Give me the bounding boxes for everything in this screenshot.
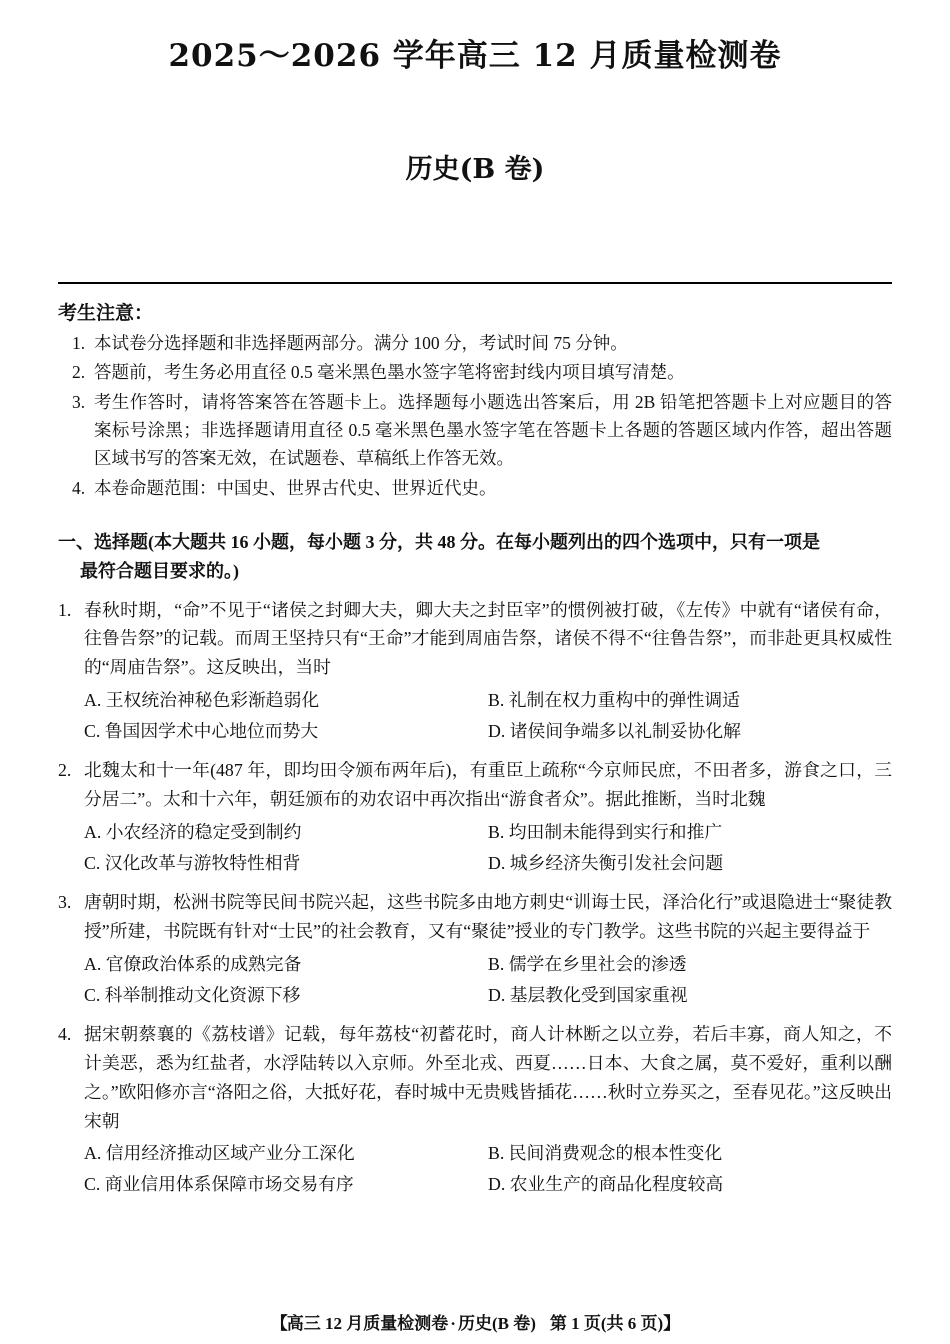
option-text: 官僚政治体系的成熟完备 (105, 953, 302, 974)
option-label: D. (488, 984, 506, 1005)
option-text: 科举制推动文化资源下移 (104, 984, 301, 1005)
question-number: 3. (58, 892, 72, 913)
option-b[interactable] (488, 1138, 892, 1169)
option-text: 小农经济的稳定受到制约 (105, 822, 302, 843)
question-number: 2. (58, 760, 72, 781)
footer-page-number: 第 1 页(共 6 页) (549, 1314, 664, 1333)
option-label: D. (488, 852, 506, 873)
option-c[interactable] (84, 1169, 488, 1200)
notice-item (58, 358, 892, 386)
option-text: 城乡经济失衡引发社会问题 (509, 852, 724, 873)
footer-exam-name: 高三 12 月质量检测卷 (286, 1314, 449, 1333)
notice-item-number: 4. (72, 477, 86, 498)
question-number: 4. (58, 1024, 72, 1045)
subject-title: 历史(B 卷) (405, 154, 545, 185)
option-label: A. (84, 690, 102, 711)
option-label: C. (84, 720, 101, 741)
notice-item-number: 1. (72, 333, 86, 353)
section-heading (58, 528, 892, 586)
option-d[interactable] (488, 980, 892, 1011)
divider (58, 282, 892, 284)
question-stem (58, 888, 892, 946)
notice-item-text: 考生作答时，请将答案答在答题卡上。选择题每小题选出答案后，用 2B 铅笔把答题卡上对应题目的答案标号涂黑；非选择题请用直径 0.5 毫米黑色墨水签字笔在答题卡上各题的答题区域内作答，超出答题区域书写的答案无效，在试题卷、草稿纸上作答无效。 (94, 391, 892, 469)
question-stem (58, 596, 892, 682)
option-a[interactable] (84, 949, 488, 980)
option-label: A. (84, 953, 102, 974)
option-row (84, 1138, 892, 1169)
question-stem-text: 据宋朝蔡襄的《荔枝谱》记载，每年荔枝“初蓄花时，商人计林断之以立券，若后丰寡，商人知之，不计美恶，悉为红盐者，水浮陆转以入京师。外至北戎、西夏……日本、大食之属，莫不爱好，重利以酬之。”欧阳修亦言“洛阳之俗，大抵好花，春时城中无贵贱皆插花……秋时立券买之，至春见花。”这反映出宋朝 (84, 1024, 892, 1131)
option-row (84, 980, 892, 1011)
option-a[interactable] (84, 1138, 488, 1169)
footer-separator: · (450, 1314, 456, 1333)
notice-list (58, 329, 892, 502)
option-a[interactable] (84, 817, 488, 848)
notice-item (58, 388, 892, 473)
option-text: 民间消费观念的根本性变化 (508, 1143, 723, 1164)
option-b[interactable] (488, 685, 892, 716)
question-stem-text: 春秋时期，“命”不见于“诸侯之封卿大夫，卿大夫之封臣宰”的惯例被打破，《左传》中就有“诸侯有命，往鲁告祭”的记载。而周王坚持只有“王命”才能到周庙告祭，诸侯不得不“往鲁告祭”，而非赴更具权威性的“周庙告祭”。这反映出，当时 (84, 599, 892, 678)
option-text: 基层教化受到国家重视 (509, 984, 688, 1005)
option-label: A. (84, 1143, 102, 1164)
notice-item (58, 474, 892, 502)
option-label: B. (488, 953, 505, 974)
option-row (84, 1169, 892, 1200)
option-row (84, 949, 892, 980)
option-label: B. (488, 822, 505, 843)
option-d[interactable] (488, 1169, 892, 1200)
option-text: 汉化改革与游牧特性相背 (104, 852, 301, 873)
option-row (84, 716, 892, 747)
notice-item-text: 答题前，考生务必用直径 0.5 毫米黑色墨水签字笔将密封线内项目填写清楚。 (94, 362, 685, 383)
option-text: 农业生产的商品化程度较高 (509, 1174, 724, 1195)
option-c[interactable] (84, 716, 488, 747)
question-item (58, 888, 892, 1010)
question-options (58, 685, 892, 746)
option-d[interactable] (488, 848, 892, 879)
option-text: 王权统治神秘色彩渐趋弱化 (105, 690, 320, 711)
notice-item-text: 本卷命题范围：中国史、世界古代史、世界近代史。 (94, 477, 497, 498)
question-item (58, 756, 892, 878)
page-footer (0, 1309, 950, 1334)
question-options (58, 949, 892, 1010)
question-item (58, 1020, 892, 1200)
notice-item (58, 329, 892, 357)
option-a[interactable] (84, 685, 488, 716)
notice-item-number: 2. (72, 362, 86, 383)
notice-item-number: 3. (72, 391, 86, 412)
option-label: D. (488, 1174, 506, 1195)
option-label: D. (488, 720, 506, 741)
footer-left-bracket: 【 (270, 1314, 287, 1333)
footer-right-bracket: 】 (663, 1314, 680, 1333)
option-c[interactable] (84, 848, 488, 879)
question-stem-text: 唐朝时期，松洲书院等民间书院兴起，这些书院多由地方刺史“训诲士民，泽洽化行”或退隐进士“聚徒教授”所建，书院既有针对“士民”的社会教育，又有“聚徒”授业的专门教学。这些书院的兴起主要得益于 (84, 892, 892, 942)
option-row (84, 685, 892, 716)
option-label: C. (84, 984, 101, 1005)
question-options (58, 817, 892, 878)
option-b[interactable] (488, 949, 892, 980)
section-heading-line2: 最符合题目要求的。) (80, 560, 239, 581)
footer-subject: 历史(B 卷) (457, 1314, 536, 1333)
option-row (84, 848, 892, 879)
option-text: 均田制未能得到实行和推广 (508, 822, 723, 843)
notice-item-text: 本试卷分选择题和非选择题两部分。满分 100 分，考试时间 75 分钟。 (94, 333, 628, 353)
question-stem (58, 1020, 892, 1135)
option-text: 信用经济推动区域产业分工深化 (105, 1143, 355, 1164)
question-stem-text: 北魏太和十一年(487 年，即均田令颁布两年后)，有重臣上疏称“今京师民庶，不田者多，游食之口，三分居二”。太和十六年，朝廷颁布的劝农诏中再次指出“游食者众”。据此推断，当时北魏 (84, 760, 892, 810)
option-b[interactable] (488, 817, 892, 848)
question-options (58, 1138, 892, 1199)
section-heading-line1: 一、选择题(本大题共 16 小题，每小题 3 分，共 48 分。在每小题列出的四个选项中，只有一项是 (58, 532, 820, 553)
option-label: B. (488, 1143, 505, 1164)
page-title: 2025～2026 学年高三 12 月质量检测卷 (168, 38, 782, 74)
question-stem (58, 756, 892, 814)
question-item (58, 596, 892, 747)
question-number: 1. (58, 599, 72, 620)
option-row (84, 817, 892, 848)
option-text: 诸侯间争端多以礼制妥协化解 (509, 720, 741, 741)
option-c[interactable] (84, 980, 488, 1011)
notice-heading: 考生注意： (58, 303, 154, 324)
option-text: 儒学在乡里社会的渗透 (508, 953, 687, 974)
option-label: A. (84, 822, 102, 843)
option-label: B. (488, 690, 505, 711)
option-d[interactable] (488, 716, 892, 747)
option-label: C. (84, 1174, 101, 1195)
option-text: 鲁国因学术中心地位而势大 (104, 720, 319, 741)
option-text: 礼制在权力重构中的弹性调适 (508, 690, 740, 711)
option-text: 商业信用体系保障市场交易有序 (104, 1174, 354, 1195)
option-label: C. (84, 852, 101, 873)
